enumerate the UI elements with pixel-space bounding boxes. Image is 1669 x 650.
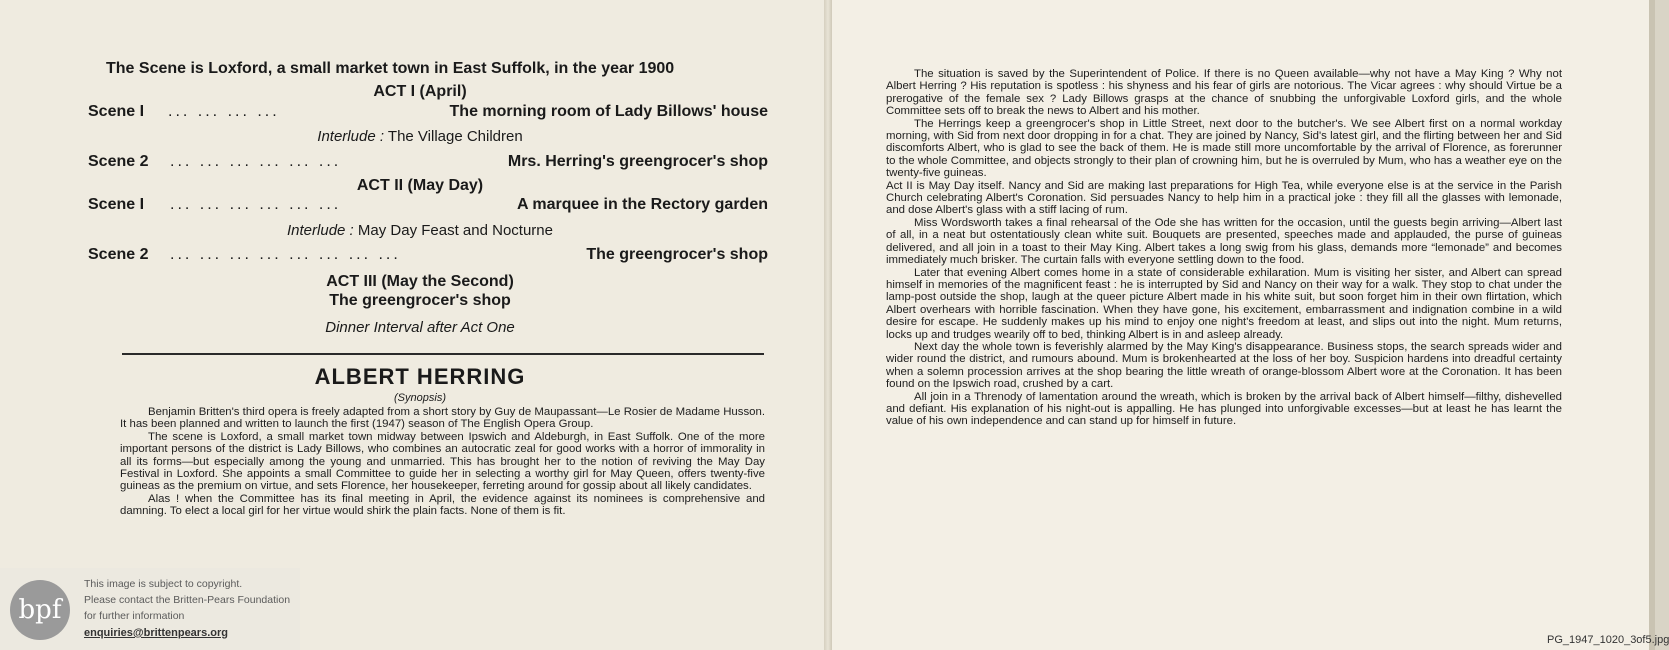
act2-scene1-desc: A marquee in the Rectory garden [516, 196, 768, 213]
leader-dots: ... ... ... ... [168, 103, 280, 120]
dinner-interval: Dinner Interval after Act One [325, 319, 515, 336]
interlude-label: Interlude : [287, 222, 354, 239]
act3-heading: ACT III (May the Second) [326, 273, 514, 290]
act1-scene1-label: Scene I [88, 103, 145, 120]
interlude-text: The Village Children [387, 128, 523, 145]
copyright-line: for further information [84, 610, 185, 622]
act2-interlude [80, 222, 760, 239]
act1-scene1-desc: The morning room of Lady Billows' house [449, 103, 768, 120]
opera-title: ALBERT HERRING [314, 364, 526, 389]
interlude-text: May Day Feast and Nocturne [357, 222, 553, 239]
act3-subheading: The greengrocer's shop [329, 292, 511, 309]
act2-scene2-desc: The greengrocer's shop [586, 246, 768, 263]
copyright-line: Please contact the Britten-Pears Foundation [84, 594, 291, 606]
leader-dots: ... ... ... ... ... ... [170, 153, 342, 170]
act2-scene2-row [88, 246, 768, 268]
synopsis-paragraph: Miss Wordsworth takes a final rehearsal of the Ode she has written for the occasion, until the guests begin arriving—Albert last of all, in a neat but ostentatiously clean white suit. Bouquets are presented, speeches made and applauded, the purse of guineas delivered, and all join in a toast to their May King. Albert takes a long swig from his glass, demands more “lemonade” and becomes immediately much brisker. The curtain falls with everyone settling down to the food. [886, 216, 1562, 267]
leader-dots: ... ... ... ... ... ... [170, 196, 342, 213]
act1-scene1-row [88, 103, 768, 125]
synopsis-paragraph: Next day the whole town is feverishly alarmed by the May King's disappearance. Business stops, the search spreads wider and wider round the district, and rumours abound. Mum is brokenhearted at the loss of her boy. Suspicion hardens into dreadful certainty when a solemn procession arrives at the shop bearing the little wreath of orange-blossom Albert wore at the Coronation. It has been found on the Ipswich road, crushed by a cart. [886, 340, 1562, 391]
scene-setting: The Scene is Loxford, a small market town in East Suffolk, in the year 1900 [106, 60, 675, 77]
synopsis-paragraph: Benjamin Britten's third opera is freely adapted from a short story by Guy de Maupassant—Le Rosier de Madame Husson. It has been planned and written to launch the first (1947) season of The English Opera Group. [120, 406, 765, 431]
leader-dots: ... ... ... ... ... ... ... ... [170, 246, 401, 263]
copyright-line: This image is subject to copyright. [84, 578, 243, 590]
synopsis-paragraph: Later that evening Albert comes home in a state of considerable exhilaration. Mum is visiting her sister, and Albert can spread himself in memories of the magnificent feast : he is interrupted by Sid and Nancy on their way for a walk. They stop to chat under the lamp-post outside the shop, laugh at the queer picture Albert made in his white suit, but soon forget him in their own flirtation, which Albert overhears with horrible fascination. When they have gone, his excitement, embarrassment and indignation combine in a wild desire for escape. He suddenly makes up his mind to enjoy one night's freedom at least, and slips out into the night. Mum returns, locks up and trudges wearily off to bed, thinking Albert is in and asleep already. [886, 266, 1562, 341]
act1-interlude [80, 128, 760, 145]
synopsis-label: (Synopsis) [394, 392, 446, 404]
page-fold [824, 0, 832, 650]
interlude-label: Interlude : [317, 128, 384, 145]
divider-rule [122, 353, 764, 355]
act2-scene2-label: Scene 2 [88, 246, 149, 263]
synopsis-right-column [886, 68, 1562, 428]
synopsis-paragraph: Alas ! when the Committee has its final meeting in April, the evidence against its nominees is comprehensive and damning. To elect a local girl for her virtue would shirk the plain facts. None of them is fit. [120, 492, 765, 518]
act2-scene1-label: Scene I [88, 196, 145, 213]
act1-scene2-desc: Mrs. Herring's greengrocer's shop [507, 153, 768, 170]
synopsis-paragraph: The scene is Loxford, a small market town midway between Ipswich and Aldeburgh, in East Suffolk. One of the more important persons of the district is Lady Billows, who combines an autocratic zeal for good works with a horror of immorality in all its forms—but especially among the young and unmarried. This has brought her to the notion of reviving the May Day Festival in Loxford. She appoints a small Committee to guide her in selecting a worthy girl for May Queen, offers twenty-five guineas as the premium on virtue, and sets Florence, her housekeeper, ferreting around for gossip about all likely candidates. [120, 430, 765, 493]
act1-scene2-label: Scene 2 [88, 153, 149, 170]
act1-scene2-row [88, 153, 768, 175]
bpf-logo: bpf [10, 580, 70, 640]
email-link[interactable]: enquiries@brittenpears.org [84, 627, 228, 639]
synopsis-paragraph: Act II is May Day itself. Nancy and Sid are making last preparations for High Tea, while everyone else is at the service in the Parish Church celebrating Albert's Coronation. Sid persuades Nancy to help him in a practical joke : they fill all the glasses with lemonade, and dose Albert's glass with a stiff lacing of rum. [886, 179, 1562, 217]
act2-scene1-row [88, 196, 768, 218]
synopsis-left-column [120, 406, 765, 518]
synopsis-paragraph: The situation is saved by the Superintendent of Police. If there is no Queen available—why not have a May King ? Why not Albert Herring ? His reputation is spotless : his shyness and his fear of girls are notorious. The Vicar agrees : why should Virtue be a prerogative of the female sex ? Lady Billows grasps at the chance of snubbing the unforgivable Loxford girls, and the whole Committee sets off to break the news to Albert and his mother. [886, 68, 1562, 118]
synopsis-paragraph: All join in a Threnody of lamentation around the wreath, which is broken by the arrival back of Albert himself—filthy, dishevelled and defiant. His explanation of his night-out is appalling. He has plunged into unforgivable excesses—but at least he has learnt the value of his own independence and can stand up for himself in future. [886, 390, 1562, 428]
file-name: PG_1947_1020_3of5.jpg [1547, 634, 1669, 646]
synopsis-paragraph: The Herrings keep a greengrocer's shop in Little Street, next door to the butcher's. We see Albert first on a normal workday morning, with Sid from next door dropping in for a chat. They are joined by Nancy, Sid's latest girl, and the flirting between her and Sid discomforts Albert, who is glad to see the back of them. He is made still more uncomfortable by the arrival of Florence, as forerunner to the whole Committee, and objects strongly to their plan of crowning him, but he is overruled by Mum, who has a weather eye on the twenty-five guineas. [886, 117, 1562, 180]
act2-heading: ACT II (May Day) [356, 177, 484, 194]
act1-heading: ACT I (April) [373, 83, 467, 100]
page-edge [1649, 0, 1655, 650]
